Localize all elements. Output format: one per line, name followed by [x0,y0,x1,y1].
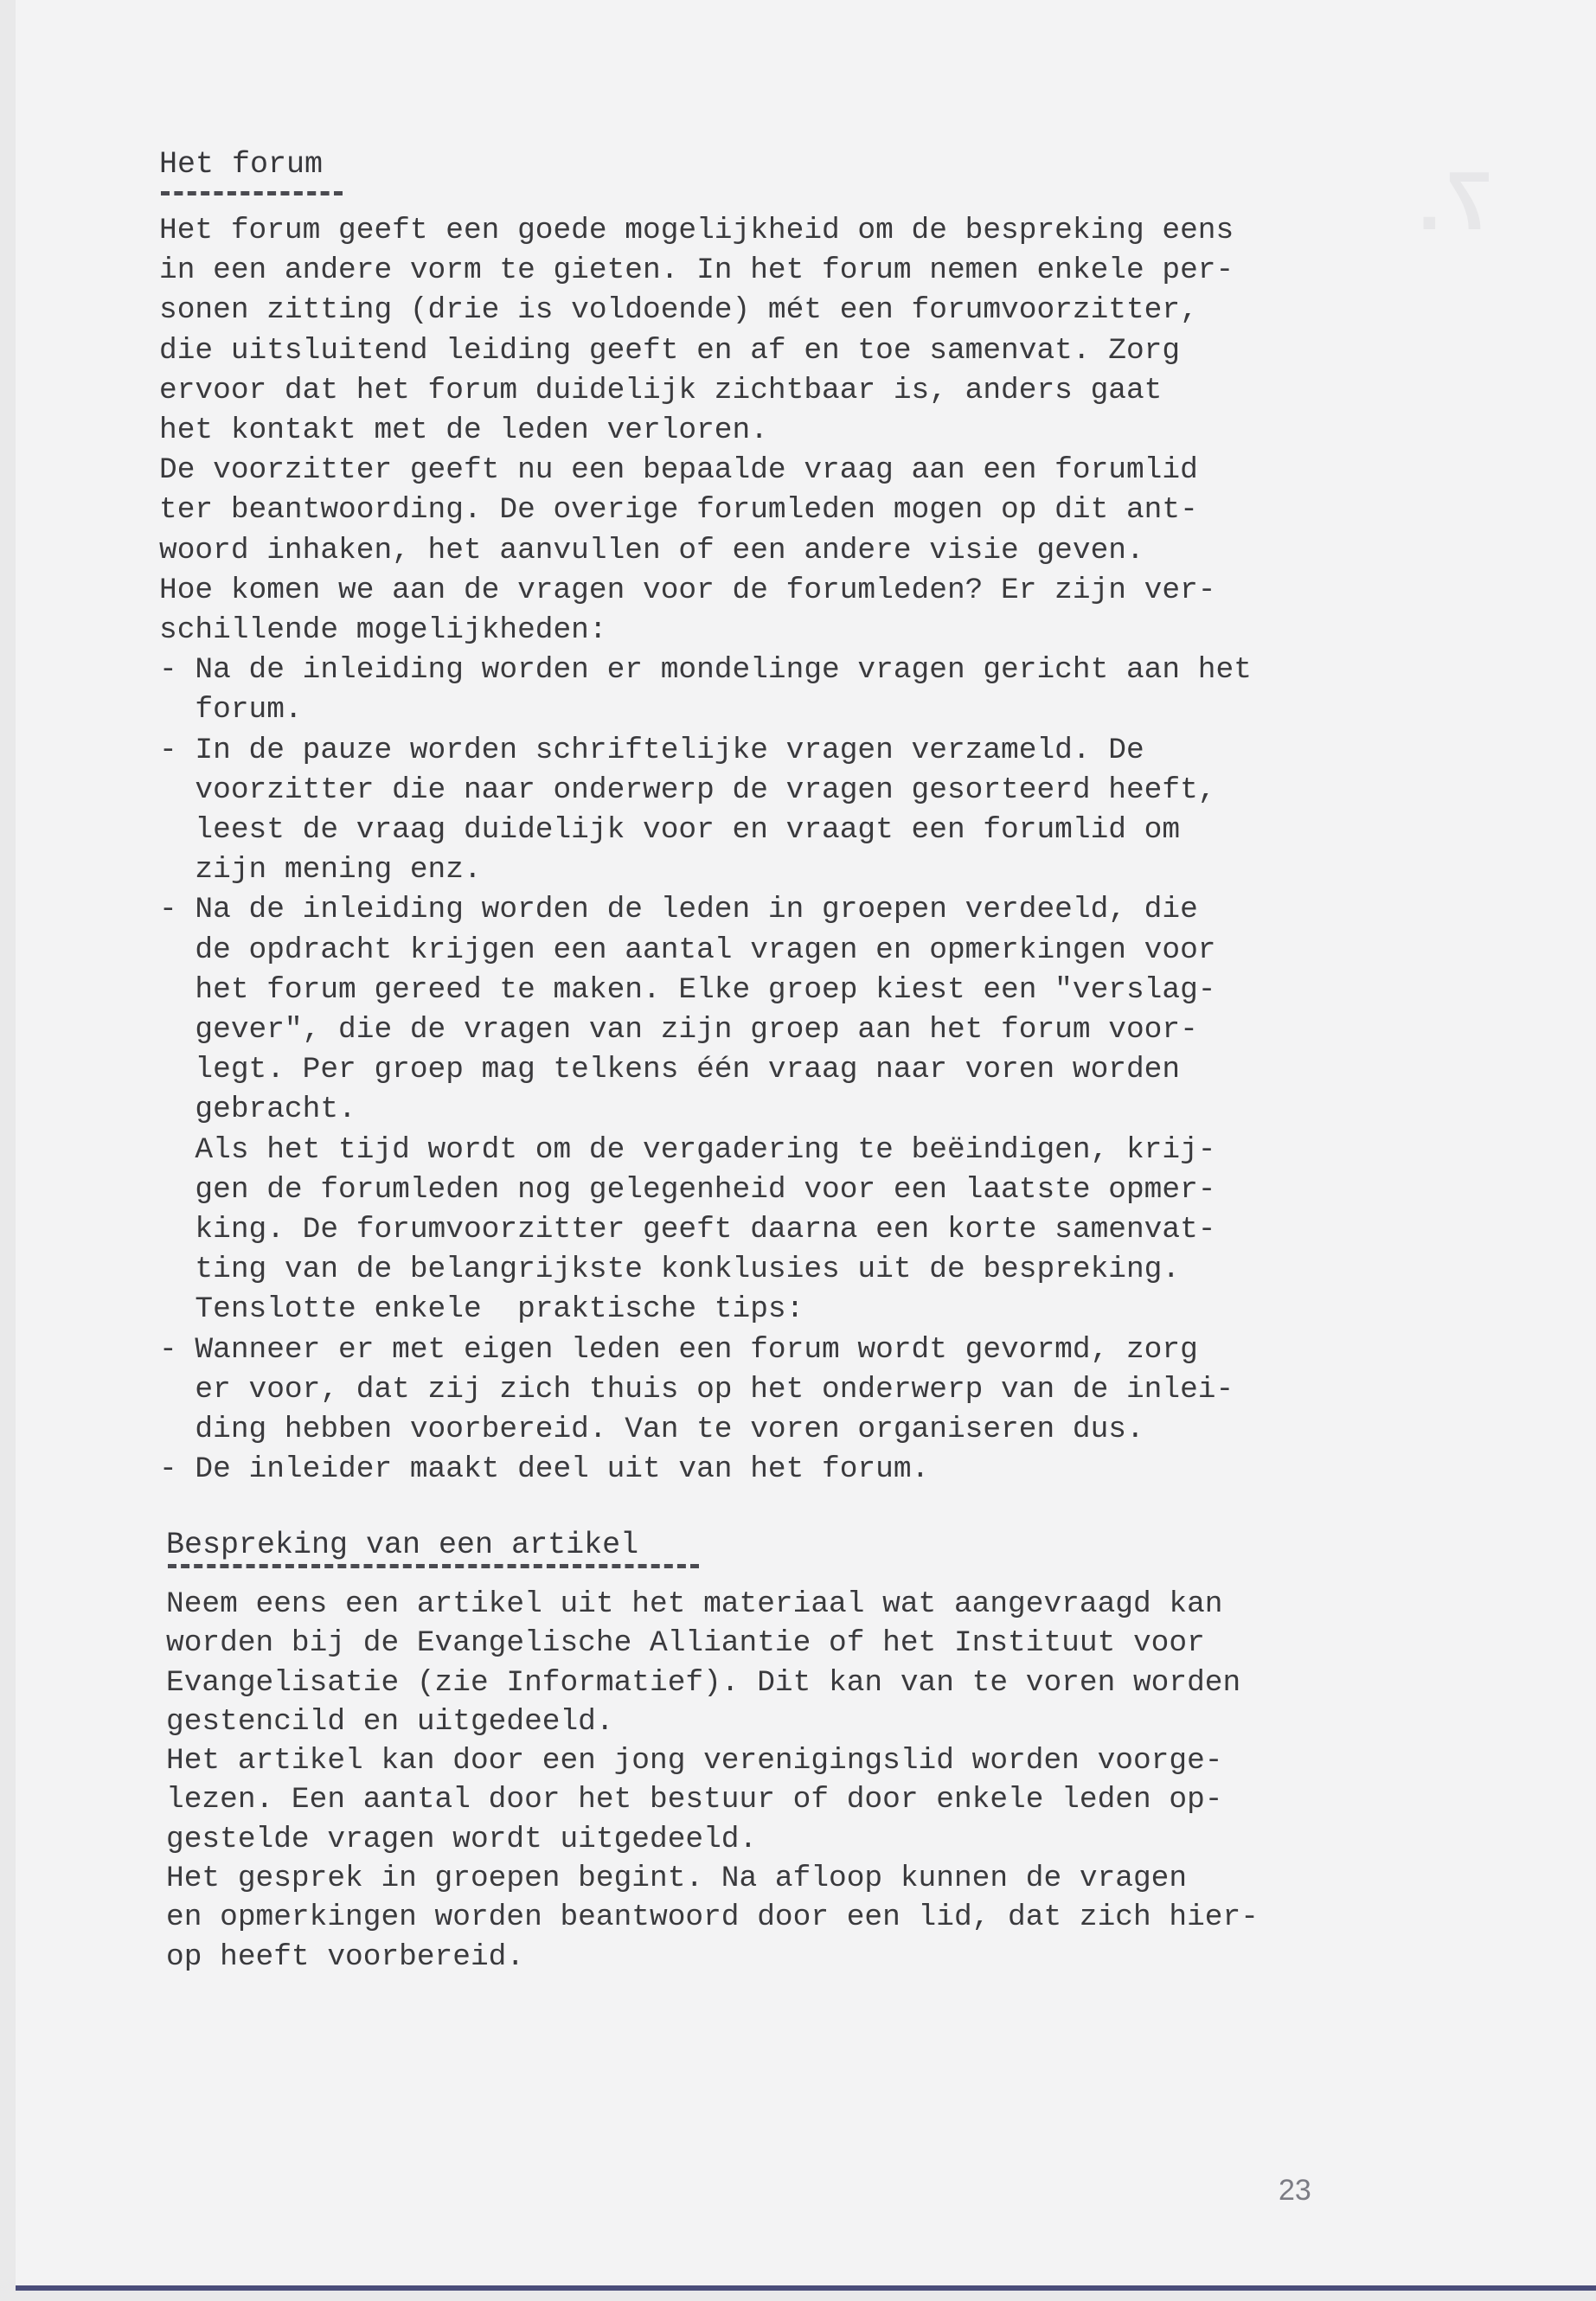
document-page [16,0,1596,2291]
section-heading-artikel: Bespreking van een artikel [166,1528,639,1562]
heading-underline [168,1564,699,1568]
page-number: 23 [1279,2174,1311,2207]
scan-edge [16,2285,1596,2291]
section-text-forum: Het forum geeft een goede mogelijkheid om de bespreking eens in een andere vorm te gieten. In het forum nemen enkele per- sonen zitting (drie is voldoende) mét een forumvoorzitter, die uitsluitend leiding geeft en af en toe samenvat. Zorg ervoor dat het forum duidelijk zichtbaar is, anders gaat het kontakt met de leden verloren. De voorzitter geeft nu een bepaalde vraag aan een forumlid ter beantwoording. De overige forumleden mogen op dit ant- woord inhaken, het aanvullen of een andere visie geven. Hoe komen we aan de vragen voor de forumleden? Er zijn ver- schillende mogelijkheden: - Na de inleiding worden er mondelinge vragen gericht aan het forum. - In de pauze worden schriftelijke vragen verzameld. De voorzitter die naar onderwerp de vragen gesorteerd heeft, leest de vraag duidelijk voor en vraagt een forumlid om zijn mening enz. - Na de inleiding worden de leden in groepen verdeeld, die de opdracht krijgen een aantal vragen en opmerkingen voor het forum gereed te maken. Elke groep kiest een "verslag- gever", die de vragen van zijn groep aan het forum voor- legt. Per groep mag telkens één vraag naar voren worden gebracht. Als het tijd wordt om de vergadering te beëindigen, krij- gen de forumleden nog gelegenheid voor een laatste opmer- king. De forumvoorzitter geeft daarna een korte samenvat- ting van de belangrijkste konklusies uit de bespreking. Tenslotte enkele praktische tips: - Wanneer er met eigen leden een forum wordt gevormd, zorg er voor, dat zij zich thuis op het onderwerp van de inlei- ding hebben voorbereid. Van te voren organiseren dus. - De inleider maakt deel uit van het forum. [159,214,1252,1487]
section-text-artikel: Neem eens een artikel uit het materiaal wat aangevraagd kan worden bij de Evangelische Alliantie of het Instituut voor Evangelisatie (zie Informatief). Dit kan van te voren worden gestencild en uitgedeeld. Het artikel kan door een jong verenigingslid worden voorge- lezen. Een aantal door het bestuur of door enkele leden op- gestelde vragen wordt uitgedeeld. Het gesprek in groepen begint. Na afloop kunnen de vragen en opmerkingen worden beantwoord door een lid, dat zich hier- op heeft voorbereid. [166,1587,1259,1974]
heading-underline [161,191,343,195]
reverse-side-bleed: 7. [1412,155,1492,247]
section-heading-forum: Het forum [159,147,324,182]
